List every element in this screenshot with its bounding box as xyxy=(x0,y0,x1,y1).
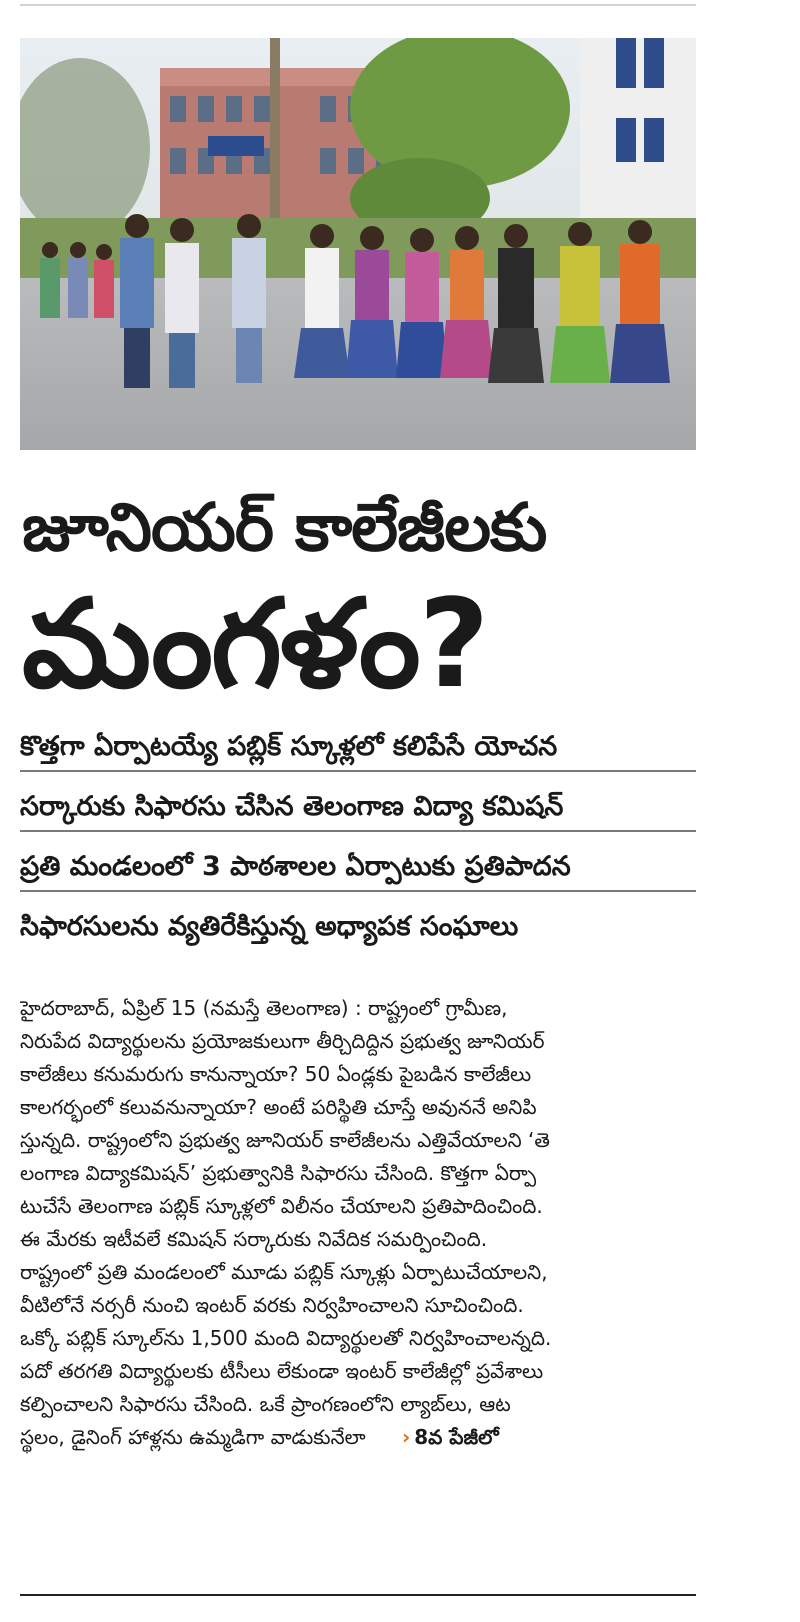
body-line: కల్పించాలని సిఫారసు చేసింది. ఒకే ప్రాంగణంలోని ల్యాబ్‌లు, ఆట xyxy=(20,1392,511,1416)
subhead-divider xyxy=(20,770,696,772)
body-line-text: స్థలం, డైనింగ్ హాళ్లను ఉమ్మడిగా వాడుకునేలా xyxy=(20,1425,366,1449)
bottom-rule xyxy=(20,1594,696,1596)
body-line: ఒక్కో పబ్లిక్ స్కూల్‌ను 1,500 మంది విద్యార్థులతో నిర్వహించాలన్నది. xyxy=(20,1326,552,1350)
body-line: వీటిలోనే నర్సరీ నుంచి ఇంటర్ వరకు నిర్వహించాలని సూచించింది. xyxy=(20,1293,524,1317)
body-line: కాలగర్భంలో కలువనున్నాయా? అంటే పరిస్థితి చూస్తే అవుననే అనిపి xyxy=(20,1095,537,1119)
subhead-4: సిఫారసులను వ్యతిరేకిస్తున్న అధ్యాపక సంఘాలు xyxy=(20,911,519,942)
body-last-line xyxy=(20,1421,696,1454)
subhead-1: కొత్తగా ఏర్పాటయ్యే పబ్లిక్ స్కూళ్లలో కలిపేసే యోచన xyxy=(20,731,558,762)
subhead-3: ప్రతి మండలంలో 3 పాఠశాలల ఏర్పాటుకు ప్రతిపాదన xyxy=(20,851,571,882)
body-line: లంగాణ విద్యాకమిషన్’ ప్రభుత్వానికి సిఫారసు చేసింది. కొత్తగా ఏర్పా xyxy=(20,1161,537,1185)
subhead-divider xyxy=(20,890,696,892)
body-line: రాష్ట్రంలో ప్రతి మండలంలో మూడు పబ్లిక్ స్కూళ్లు ఏర్పాటుచేయాలని, xyxy=(20,1260,548,1284)
headline-line-1: జూనియర్ కాలేజీలకు xyxy=(22,489,547,566)
continued-jump[interactable] xyxy=(402,1425,499,1449)
body-line: స్తున్నది. రాష్ట్రంలోని ప్రభుత్వ జూనియర్ కాలేజీలను ఎత్తివేయాలని ‘తె xyxy=(20,1128,550,1152)
continued-page-label: 8వ పేజీలో xyxy=(414,1425,499,1449)
article-body xyxy=(20,992,696,1454)
body-line: కాలేజీలు కనుమరుగు కానున్నాయా? 50 ఏండ్లకు పైబడిన కాలేజీలు xyxy=(20,1062,532,1086)
news-photo xyxy=(20,38,696,450)
body-line: హైదరాబాద్, ఏప్రిల్ 15 (నమస్తే తెలంగాణ) : రాష్ట్రంలో గ్రామీణ, xyxy=(20,996,508,1020)
body-line: పదో తరగతి విద్యార్థులకు టీసీలు లేకుండా ఇంటర్ కాలేజీల్లో ప్రవేశాలు xyxy=(20,1359,544,1383)
students-walking-image xyxy=(20,38,696,450)
subhead-divider xyxy=(20,830,696,832)
headline-line-2: మంగళం? xyxy=(22,573,488,715)
top-rule xyxy=(20,4,696,6)
subhead-2: సర్కారుకు సిఫారసు చేసిన తెలంగాణ విద్యా కమిషన్ xyxy=(20,791,564,822)
body-line: టుచేసే తెలంగాణ పబ్లిక్ స్కూళ్లలో విలీనం చేయాలని ప్రతిపాదించింది. xyxy=(20,1194,543,1218)
body-line: ఈ మేరకు ఇటీవలే కమిషన్ సర్కారుకు నివేదిక సమర్పించింది. xyxy=(20,1227,488,1251)
chevron-right-icon: › xyxy=(401,1425,411,1449)
body-line: నిరుపేద విద్యార్థులను ప్రయోజకులుగా తీర్చిదిద్దిన ప్రభుత్వ జూనియర్ xyxy=(20,1029,545,1053)
